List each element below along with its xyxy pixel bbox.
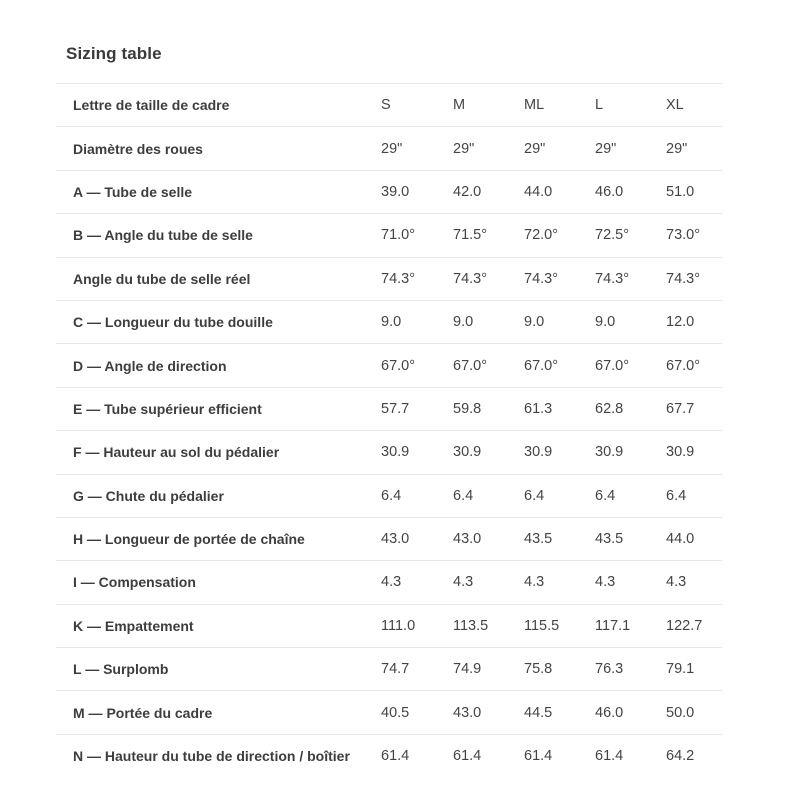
table-cell: 44.5 xyxy=(524,691,595,734)
table-cell: 50.0 xyxy=(666,691,722,734)
table-cell: S xyxy=(381,84,453,127)
table-cell: 111.0 xyxy=(381,604,453,647)
table-row xyxy=(56,561,722,604)
row-label: L — Surplomb xyxy=(56,648,381,691)
row-label: C — Longueur du tube douille xyxy=(56,300,381,343)
table-cell: 115.5 xyxy=(524,604,595,647)
table-cell: 43.5 xyxy=(595,517,666,560)
table-cell: 67.7 xyxy=(666,387,722,430)
table-cell: 6.4 xyxy=(595,474,666,517)
table-cell: 9.0 xyxy=(595,300,666,343)
row-label: M — Portée du cadre xyxy=(56,691,381,734)
table-cell: 75.8 xyxy=(524,648,595,691)
table-cell: 74.3° xyxy=(453,257,524,300)
table-cell: L xyxy=(595,84,666,127)
table-cell: 76.3 xyxy=(595,648,666,691)
table-cell: 46.0 xyxy=(595,691,666,734)
row-label: K — Empattement xyxy=(56,604,381,647)
table-cell: 9.0 xyxy=(524,300,595,343)
table-cell: 42.0 xyxy=(453,170,524,213)
table-cell: 9.0 xyxy=(453,300,524,343)
table-cell: 6.4 xyxy=(666,474,722,517)
page-title: Sizing table xyxy=(66,44,162,63)
table-cell: 74.3° xyxy=(595,257,666,300)
table-row xyxy=(56,127,722,170)
table-cell: 4.3 xyxy=(381,561,453,604)
table-row xyxy=(56,214,722,257)
table-cell: 79.1 xyxy=(666,648,722,691)
table-cell: 29" xyxy=(381,127,453,170)
row-label: D — Angle de direction xyxy=(56,344,381,387)
table-row xyxy=(56,517,722,560)
table-row xyxy=(56,648,722,691)
table-cell: 9.0 xyxy=(381,300,453,343)
table-row xyxy=(56,734,722,777)
table-cell: 67.0° xyxy=(666,344,722,387)
table-row xyxy=(56,344,722,387)
row-label: E — Tube supérieur efficient xyxy=(56,387,381,430)
table-cell: 74.3° xyxy=(381,257,453,300)
table-cell: 4.3 xyxy=(453,561,524,604)
table-cell: 44.0 xyxy=(524,170,595,213)
table-cell: 67.0° xyxy=(524,344,595,387)
table-cell: 71.5° xyxy=(453,214,524,257)
table-cell: 67.0° xyxy=(453,344,524,387)
row-label: A — Tube de selle xyxy=(56,170,381,213)
table-cell: 72.0° xyxy=(524,214,595,257)
table-cell: 43.0 xyxy=(453,691,524,734)
table-cell: XL xyxy=(666,84,722,127)
table-cell: 122.7 xyxy=(666,604,722,647)
table-cell: 73.0° xyxy=(666,214,722,257)
table-cell: 30.9 xyxy=(453,431,524,474)
table-cell: 61.3 xyxy=(524,387,595,430)
table-cell: 30.9 xyxy=(666,431,722,474)
table-cell: 74.3° xyxy=(666,257,722,300)
table-cell: 61.4 xyxy=(595,734,666,777)
table-cell: 40.5 xyxy=(381,691,453,734)
table-cell: 74.7 xyxy=(381,648,453,691)
table-cell: 67.0° xyxy=(595,344,666,387)
table-row xyxy=(56,431,722,474)
table-cell: 30.9 xyxy=(524,431,595,474)
table-cell: 39.0 xyxy=(381,170,453,213)
table-row xyxy=(56,387,722,430)
table-cell: 117.1 xyxy=(595,604,666,647)
row-label: N — Hauteur du tube de direction / boîtier xyxy=(56,734,381,777)
table-cell: 4.3 xyxy=(666,561,722,604)
table-cell: 74.3° xyxy=(524,257,595,300)
table-cell: 12.0 xyxy=(666,300,722,343)
row-label: F — Hauteur au sol du pédalier xyxy=(56,431,381,474)
table-cell: 62.8 xyxy=(595,387,666,430)
table-cell: 30.9 xyxy=(595,431,666,474)
table-cell: 57.7 xyxy=(381,387,453,430)
table-row xyxy=(56,257,722,300)
table-cell: 29" xyxy=(453,127,524,170)
table-row xyxy=(56,170,722,213)
sizing-table-body xyxy=(56,84,722,778)
table-cell: 43.0 xyxy=(453,517,524,560)
table-cell: M xyxy=(453,84,524,127)
table-cell: 64.2 xyxy=(666,734,722,777)
table-cell: 29" xyxy=(595,127,666,170)
table-cell: 51.0 xyxy=(666,170,722,213)
table-cell: 74.9 xyxy=(453,648,524,691)
table-cell: 6.4 xyxy=(453,474,524,517)
table-cell: 6.4 xyxy=(381,474,453,517)
table-row xyxy=(56,300,722,343)
table-cell: 59.8 xyxy=(453,387,524,430)
table-cell: 71.0° xyxy=(381,214,453,257)
table-cell: ML xyxy=(524,84,595,127)
sizing-table xyxy=(56,83,722,777)
table-cell: 46.0 xyxy=(595,170,666,213)
table-cell: 113.5 xyxy=(453,604,524,647)
table-cell: 4.3 xyxy=(524,561,595,604)
table-cell: 44.0 xyxy=(666,517,722,560)
table-cell: 61.4 xyxy=(524,734,595,777)
row-label: B — Angle du tube de selle xyxy=(56,214,381,257)
table-cell: 6.4 xyxy=(524,474,595,517)
table-cell: 61.4 xyxy=(453,734,524,777)
table-cell: 43.0 xyxy=(381,517,453,560)
table-row xyxy=(56,474,722,517)
table-cell: 4.3 xyxy=(595,561,666,604)
row-label: I — Compensation xyxy=(56,561,381,604)
row-label: Diamètre des roues xyxy=(56,127,381,170)
table-cell: 29" xyxy=(524,127,595,170)
table-cell: 72.5° xyxy=(595,214,666,257)
table-cell: 61.4 xyxy=(381,734,453,777)
table-row xyxy=(56,691,722,734)
row-label: Angle du tube de selle réel xyxy=(56,257,381,300)
row-label: Lettre de taille de cadre xyxy=(56,84,381,127)
table-row xyxy=(56,84,722,127)
row-label: G — Chute du pédalier xyxy=(56,474,381,517)
table-cell: 29" xyxy=(666,127,722,170)
table-cell: 30.9 xyxy=(381,431,453,474)
table-cell: 67.0° xyxy=(381,344,453,387)
table-row xyxy=(56,604,722,647)
row-label: H — Longueur de portée de chaîne xyxy=(56,517,381,560)
table-cell: 43.5 xyxy=(524,517,595,560)
